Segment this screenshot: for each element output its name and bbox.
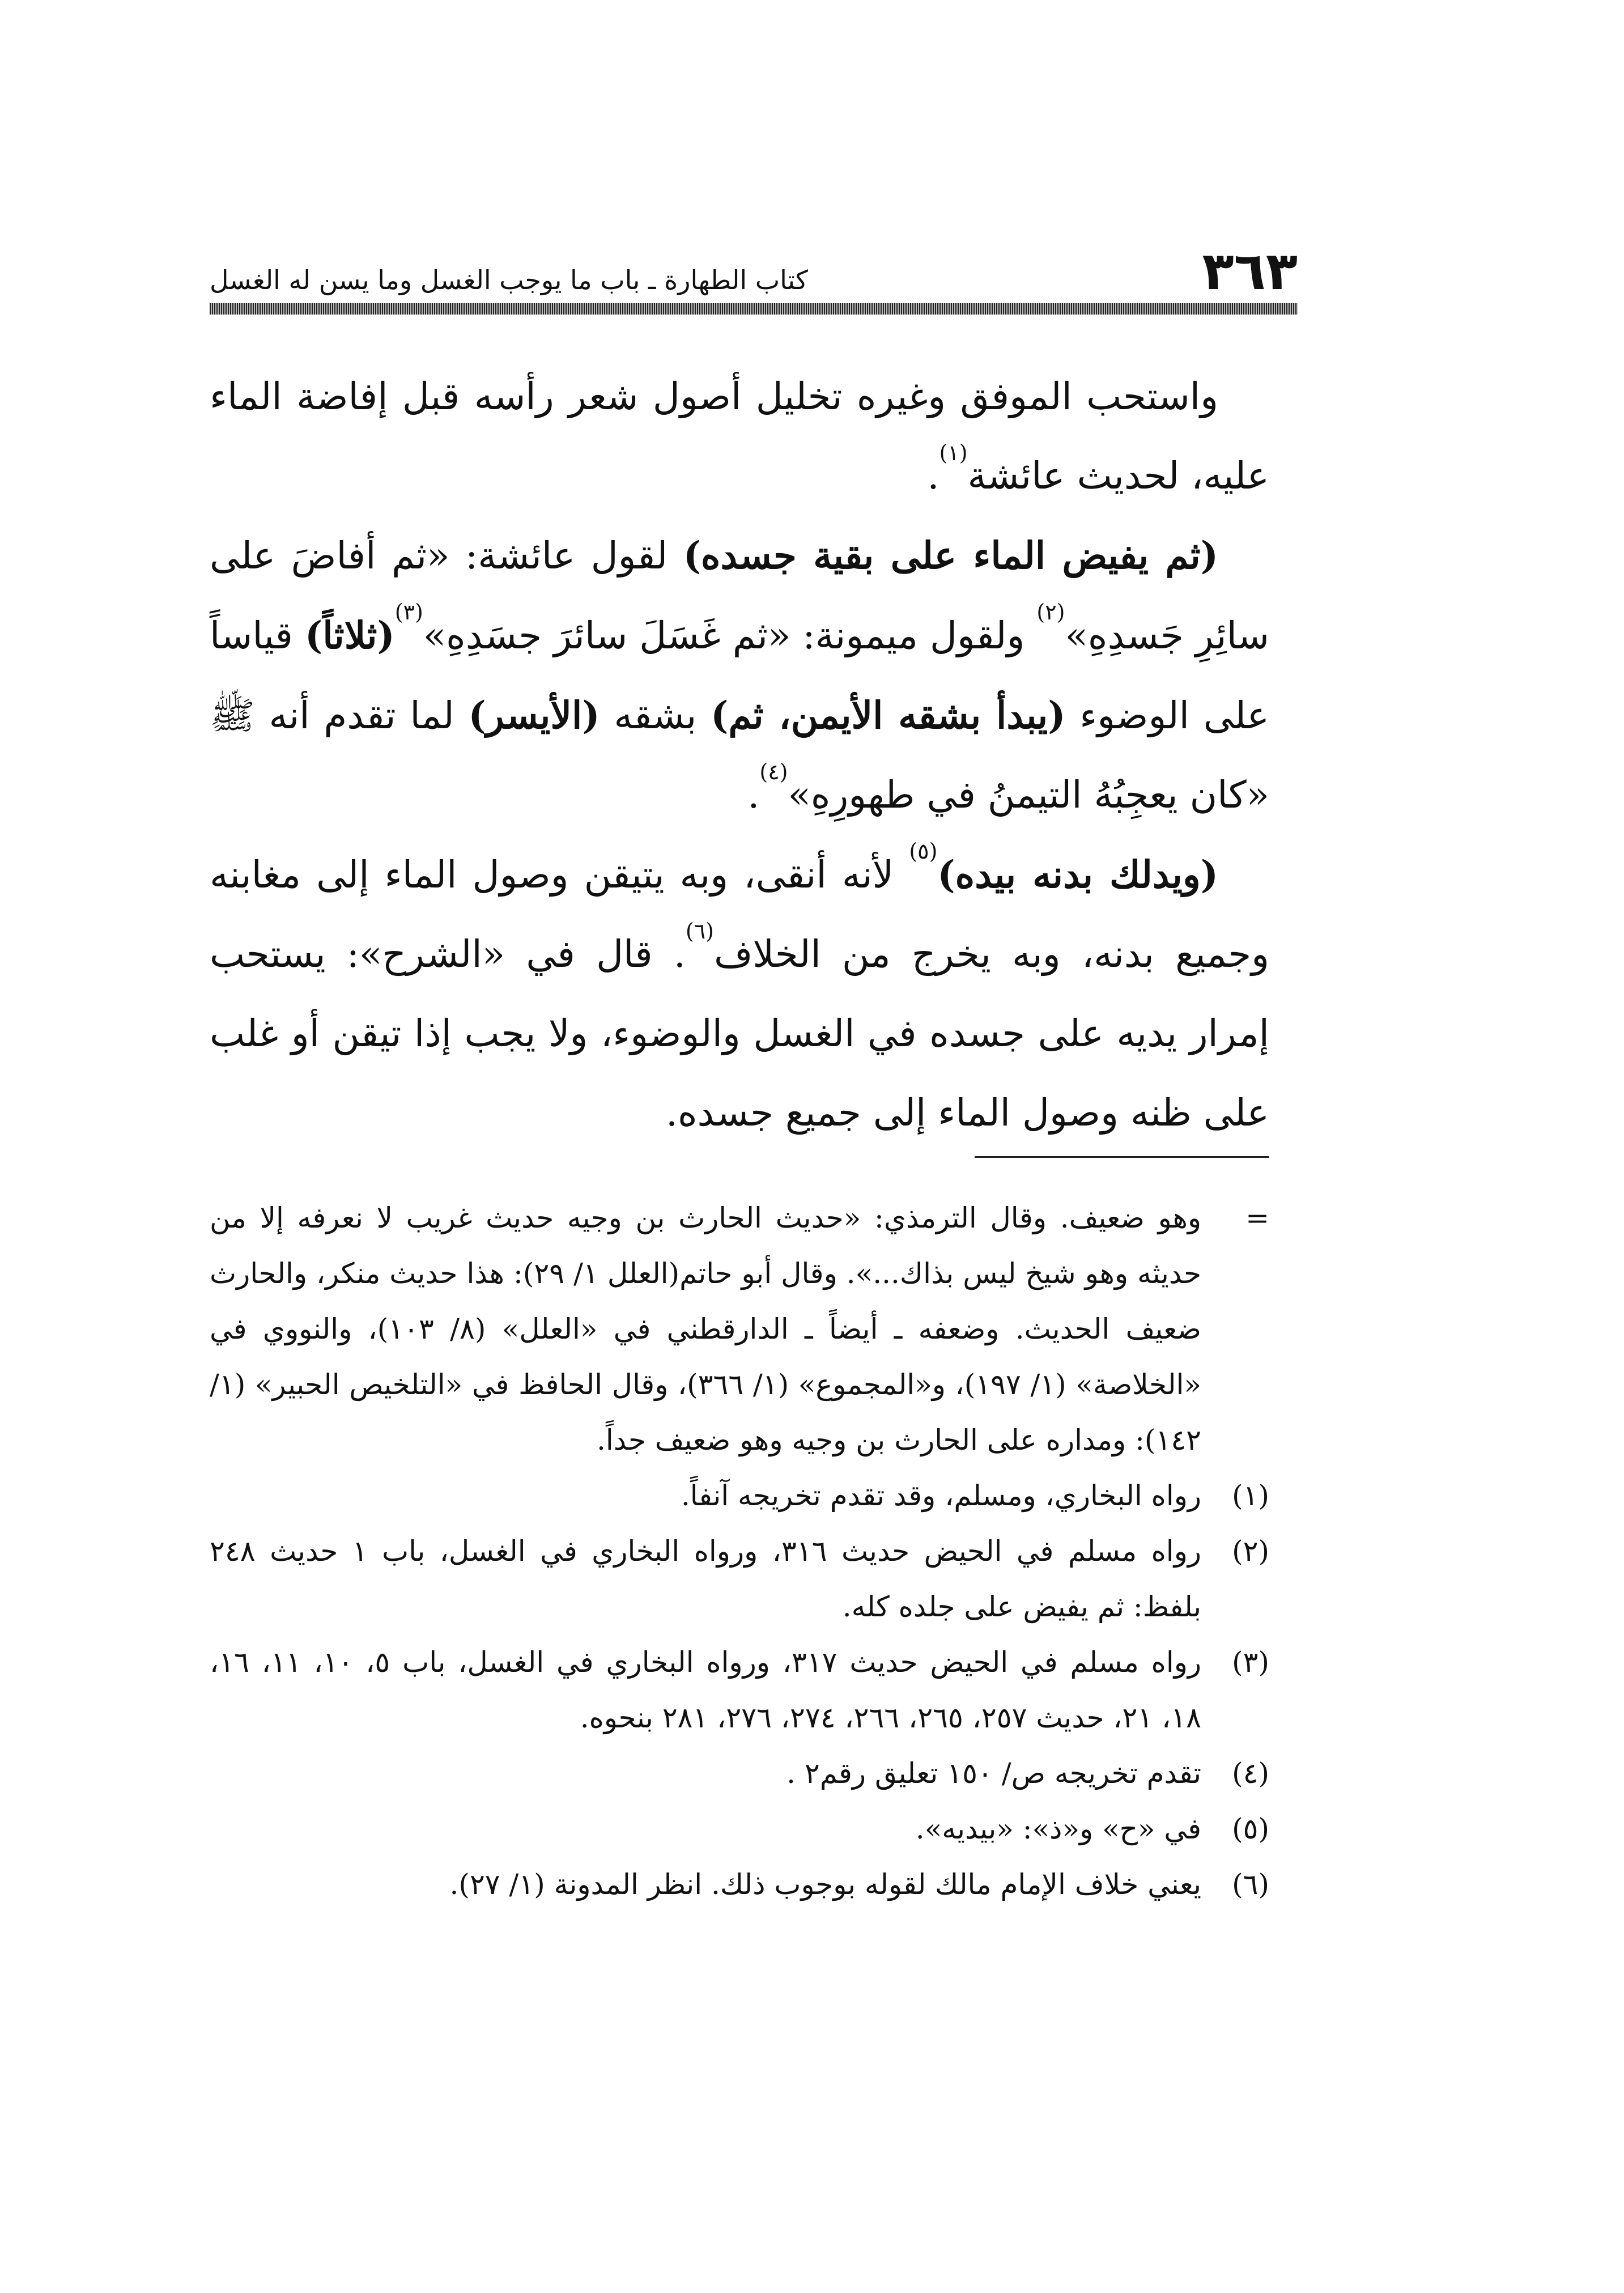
footnote-text: رواه البخاري، ومسلم، وقد تقدم تخريجه آنفاً. [681, 1479, 1201, 1512]
footnotes [210, 1190, 1269, 1912]
footnote-item [210, 1857, 1269, 1912]
footnote-number: (٢) [1232, 1535, 1269, 1568]
paragraph-1 [210, 357, 1269, 516]
footnote-ref: (٥) [909, 839, 938, 864]
footnote-ref: (٣) [394, 600, 423, 625]
page-number: ٣٦٣ [1202, 241, 1298, 302]
footnote-ref: (٤) [759, 759, 788, 784]
footnote-item [210, 1634, 1269, 1746]
footnote-text: تقدم تخريجه ص/ ١٥٠ تعليق رقم٢ . [787, 1757, 1201, 1790]
p3-text: لأنه أنقى، وبه يتيقن وصول الماء إلى مغابنه وجميع بدنه، وبه يخرج من الخلاف [210, 853, 1269, 976]
footnote-text: رواه مسلم في الحيض حديث ٣١٦، ورواه البخاري في الغسل، باب ١ حديث ٢٤٨ بلفظ: ثم يفيض على جلده كله. [210, 1535, 1201, 1623]
matn-bold: (الأيسر) [468, 693, 600, 737]
footnote-ref: (٦) [685, 919, 714, 944]
matn-bold: (ثلاثاً) [305, 613, 395, 657]
footnote-item [210, 1801, 1269, 1857]
footnote-text: في «ح» و«ذ»: «بيديه». [915, 1812, 1201, 1845]
footnote-text: يعني خلاف الإمام مالك لقوله بوجوب ذلك. انظر المدونة (١/ ٢٧). [449, 1868, 1201, 1901]
footnote-ref: (٢) [1036, 600, 1065, 625]
p2-text: لما تقدم أنه ﷺ «كان يعجِبُهُ التيمنُ في طهورِهِ» [210, 694, 1269, 817]
footnote-continuation [210, 1190, 1269, 1468]
paragraph-2 [210, 516, 1269, 835]
header-rule [210, 303, 1298, 315]
footnote-separator [975, 1156, 1269, 1158]
matn-bold: (ويدلك بدنه بيده) [937, 852, 1218, 897]
footnote-number: (١) [1232, 1479, 1269, 1512]
paragraph-3 [210, 835, 1269, 1153]
footnote-item [210, 1523, 1269, 1634]
main-text [210, 357, 1269, 1153]
p2-end: . [747, 773, 760, 817]
footnote-number: (٥) [1232, 1812, 1269, 1845]
footnote-item [210, 1468, 1269, 1523]
p3-text: . قال في «الشرح»: يستحب إمرار يديه على جسده في الغسل والوضوء، ولا يجب إذا تيقن أو غلب على ظنه وصول الماء إلى جميع جسده. [210, 932, 1269, 1135]
footnote-item [210, 1746, 1269, 1801]
matn-bold: (يبدأ بشقه الأيمن، ثم) [711, 693, 1066, 737]
running-title: كتاب الطهارة ـ باب ما يوجب الغسل وما يسن له الغسل [210, 265, 808, 295]
p2-text: بشقه [600, 694, 711, 737]
footnote-ref: (١) [939, 440, 968, 465]
p2-text: قياساً على الوضوء [210, 614, 1269, 737]
p1-end: . [927, 454, 939, 498]
p2-text: ولقول ميمونة: «ثم غَسَلَ سائرَ جسَدِهِ» [423, 614, 1037, 657]
p1-text: واستحب الموفق وغيره تخليل أصول شعر رأسه قبل إفاضة الماء عليه، لحديث عائشة [210, 375, 1269, 498]
footnote-text: رواه مسلم في الحيض حديث ٣١٧، ورواه البخاري في الغسل، باب ٥، ١٠، ١١، ١٦، ١٨، ٢١، حديث ٢٥٧، ٢٦٥، ٢٦٦، ٢٧٤، ٢٧٦، ٢٨١ بنحوه. [210, 1646, 1202, 1734]
p2-text: لقول عائشة: «ثم أفاضَ على سائِرِ جَسدِهِ» [210, 534, 1269, 657]
matn-bold: (ثم يفيض الماء على بقية جسده) [683, 533, 1218, 578]
continuation-text: وهو ضعيف. وقال الترمذي: «حديث الحارث بن وجيه حديث غريب لا نعرفه إلا من حديثه وهو شيخ ليس بذاك...». وقال أبو حاتم(العلل ١/ ٢٩): هذا حديث منكر، والحارث ضعيف الحديث. وضعفه ـ أيضاً ـ الدارقطني في «العلل» (٨/ ١٠٣)، والنووي في «الخلاصة» (١/ ١٩٧)، و«المجموع» (١/ ٣٦٦)، وقال الحافظ في «التلخيص الحبير» (١/ ١٤٢): ومداره على الحارث بن وجيه وهو ضعيف جداً. [210, 1201, 1201, 1457]
page-header [210, 235, 1298, 302]
footnote-number: (٦) [1232, 1868, 1269, 1901]
footnote-number: (٤) [1232, 1757, 1269, 1790]
continuation-marker: = [1245, 1201, 1269, 1234]
footnote-number: (٣) [1232, 1646, 1269, 1679]
